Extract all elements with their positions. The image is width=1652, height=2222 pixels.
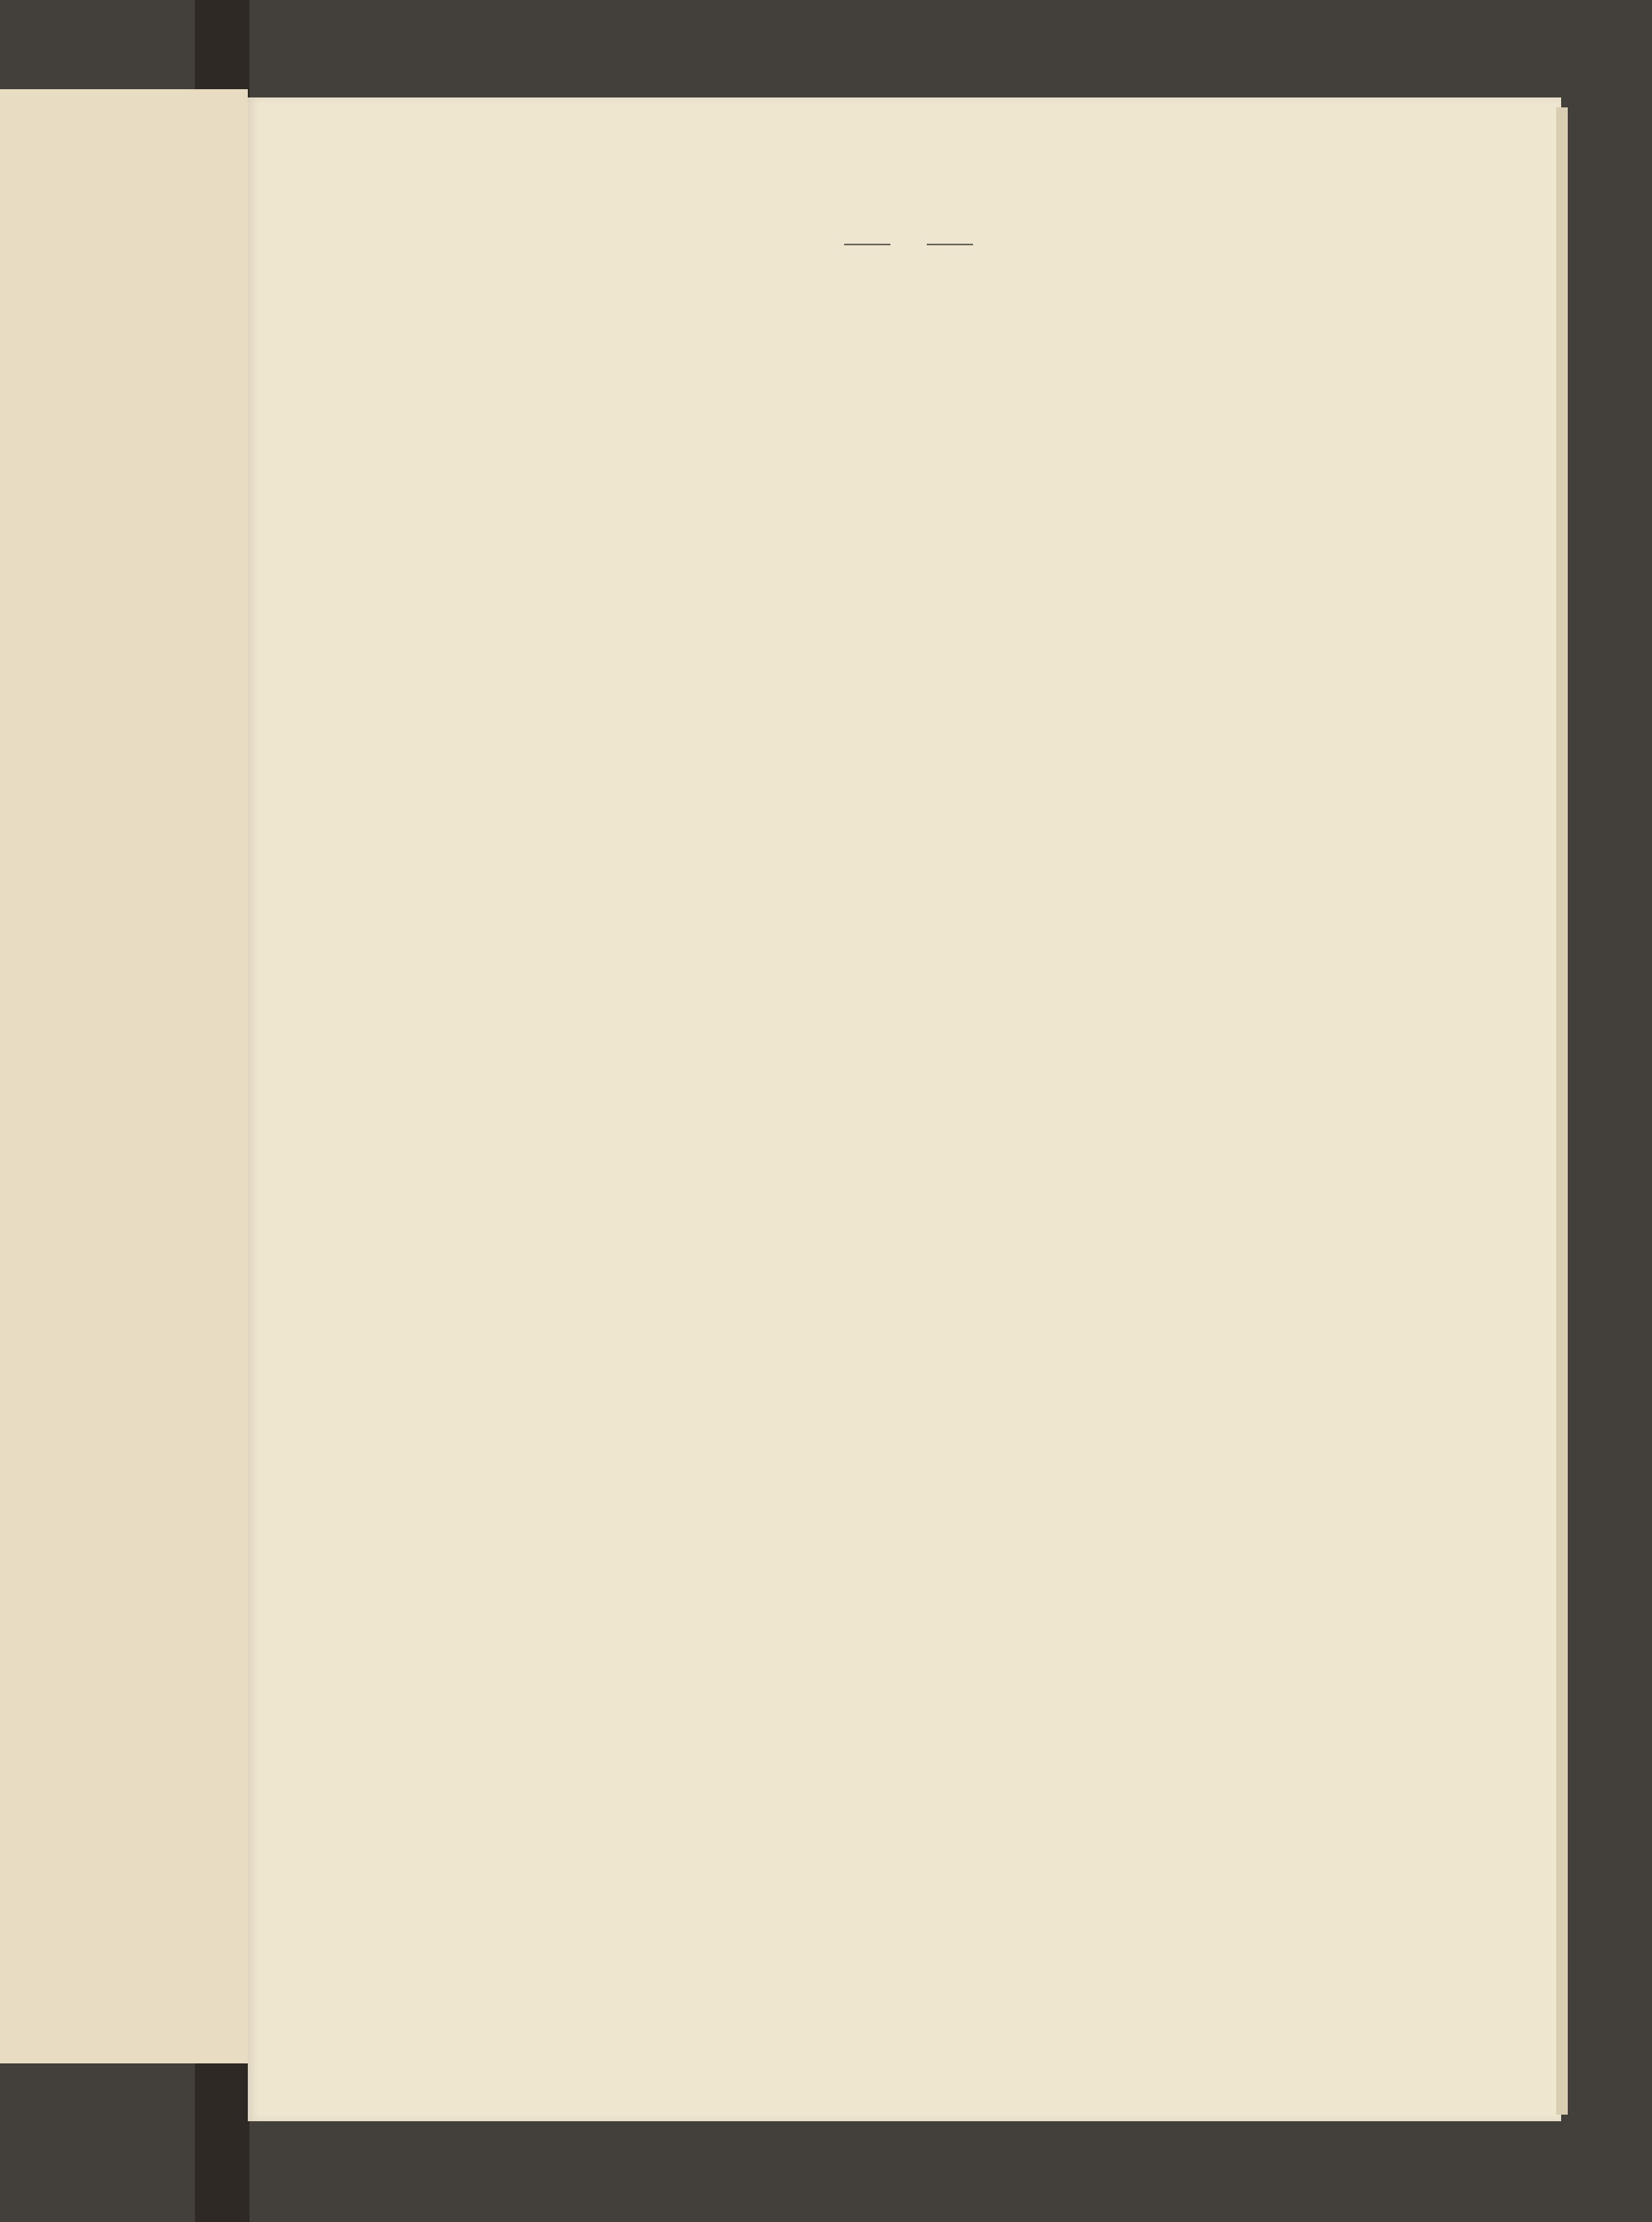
right-page [248, 97, 1561, 2121]
dash-right [927, 244, 973, 245]
page-number [826, 223, 991, 261]
page-edge [1556, 107, 1568, 2115]
dash-left [844, 244, 890, 245]
left-page [0, 89, 248, 2063]
